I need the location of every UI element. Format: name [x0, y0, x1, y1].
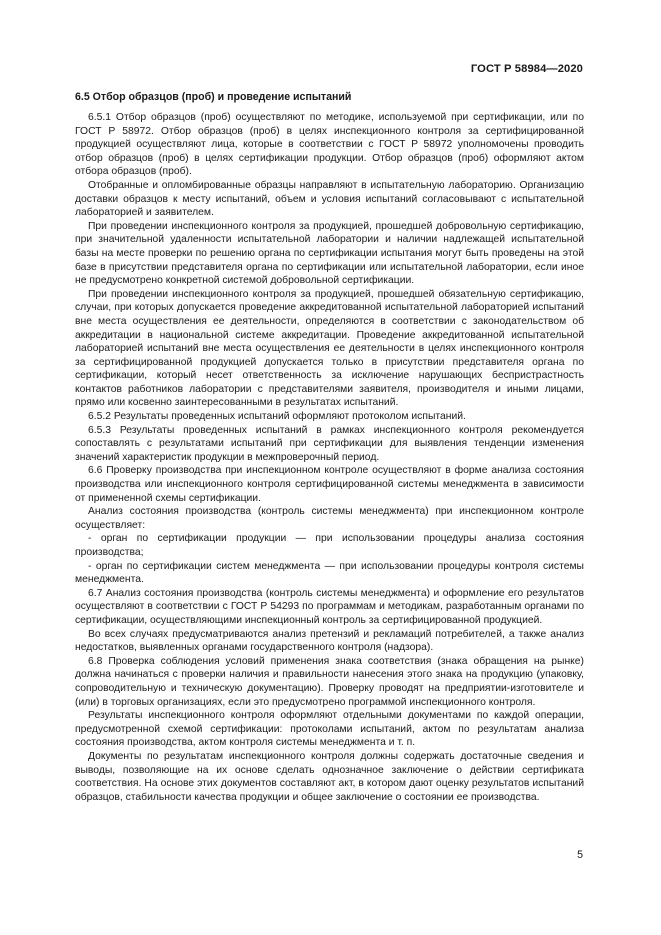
paragraph-analysis-intro: Анализ состояния производства (контроль системы менеджмента) при инспекционном контроле осуществляет: — [75, 506, 584, 531]
paragraph-conclusion: Документы по результатам инспекционного контроля должны содержать достаточные сведения и выводы, позволяющие на их основе сделать однозначное заключение о действии сертификата соответствия. На основе этих документов составляют акт, в котором дают оценку результатов испытаний образцов, стабильности качества продукции и общее заключение о состоянии ее производства. — [75, 750, 584, 803]
list-item-product-body: - орган по сертификации продукции — при использовании процедуры анализа состояния производства; — [75, 533, 584, 558]
paragraph-results-documents: Результаты инспекционного контроля оформляют отдельными документами по каждой операции, предусмотренной схемой сертификации: протоколами испытаний, актом по результатам анализа состояния производства, актом контроля системы менеджмента и т. п. — [75, 710, 584, 749]
list-item-management-body: - орган по сертификации систем менеджмента — при использовании процедуры контроля системы менеджмента. — [75, 560, 584, 586]
paragraph-mandatory-certification: При проведении инспекционного контроля за продукцией, прошедшей обязательную сертификацию, случаи, при которых допускается проведение аккредитованной испытательной лабораторией испытаний вне места осуществления ее деятельности, определяются в соответствии с законодательством об аккредитации в национальной системе аккредитации. Проведение аккредитованной испытательной лабораторией испытаний вне места осуществления ее деятельности в целях инспекционного контроля за сертифицированной продукцией допускается только в присутствии представителя органа по сертификации, который несет ответственность за исключение нарушающих беспристрастность контактов работников лаборатории с представителями заявителя, производителя и иными лицами, прямо или косвенно заинтересованными в результатах испытаний. — [75, 288, 584, 409]
paragraph-6-6: 6.6 Проверку производства при инспекционном контроле осуществляют в форме анализа состояния производства или инспекционного контроля сертифицированной системы менеджмента в зависимости от примененной схемы сертификации. — [75, 465, 584, 504]
paragraph-6-8: 6.8 Проверка соблюдения условий применения знака соответствия (знака обращения на рынке) должна начинаться с проверки наличия и правильности нанесения этого знака на продукцию (упаковку, сопроводительную и техническую документацию). Проверку проводят на предприятии-изготовителе и (или) в торговых организациях, если это предусмотрено программой инспекционного контроля. — [75, 655, 584, 708]
paragraph-6-5-1: 6.5.1 Отбор образцов (проб) осуществляют по методике, используемой при сертификации, или по ГОСТ Р 58972. Отбор образцов (проб) в целях инспекционного контроля за сертифицированной продукцией осуществляют лица, которые в соответствии с ГОСТ Р 58972 уполномочены проводить отбор образцов (проб) в целях сертификации продукции. Отбор образцов (проб) оформляют актом отбора образцов (проб). — [75, 112, 584, 178]
paragraph-samples-delivery: Отобранные и опломбированные образцы направляют в испытательную лабораторию. Организацию доставки образцов к месту испытаний, объем и условия испытаний согласовывают с испытательной лабораторией и заявителем. — [75, 179, 584, 219]
page-number: 5 — [577, 849, 583, 861]
paragraph-6-7: 6.7 Анализ состояния производства (контроль системы менеджмента) и оформление его результатов осуществляют в соответствии с ГОСТ Р 54293 по программам и методикам, разработанным органами по сертификации, осуществляющими инспекционный контроль за сертифицированной продукцией. — [75, 587, 584, 626]
section-title: 6.5 Отбор образцов (проб) и проведение испытаний — [75, 91, 352, 103]
document-header: ГОСТ Р 58984—2020 — [470, 63, 583, 75]
paragraph-6-5-3: 6.5.3 Результаты проведенных испытаний в рамках инспекционного контроля рекомендуется сопоставлять с результатами испытаний при сертификации для выявления тенденции изменения значений характеристик продукции в межпроверочный период. — [75, 424, 584, 463]
document-body — [75, 91, 584, 804]
paragraph-6-5-2: 6.5.2 Результаты проведенных испытаний оформляют протоколом испытаний. — [88, 411, 466, 423]
paragraph-voluntary-certification: При проведении инспекционного контроля за продукцией, прошедшей добровольную сертификацию, при значительной удаленности испытательной лаборатории и наличии надлежащей испытательной базы на месте проверки по решению органа по сертификации испытания могут быть проведены на этой базе в присутствии представителя органа по сертификации или испытательной лаборатории, если иное не предусмотрено конкретной системой добровольной сертификации. — [75, 220, 584, 287]
paragraph-claims-analysis: Во всех случаях предусматриваются анализ претензий и рекламаций потребителей, а также анализ недостатков, выявленных органами государственного контроля (надзора). — [75, 628, 584, 654]
